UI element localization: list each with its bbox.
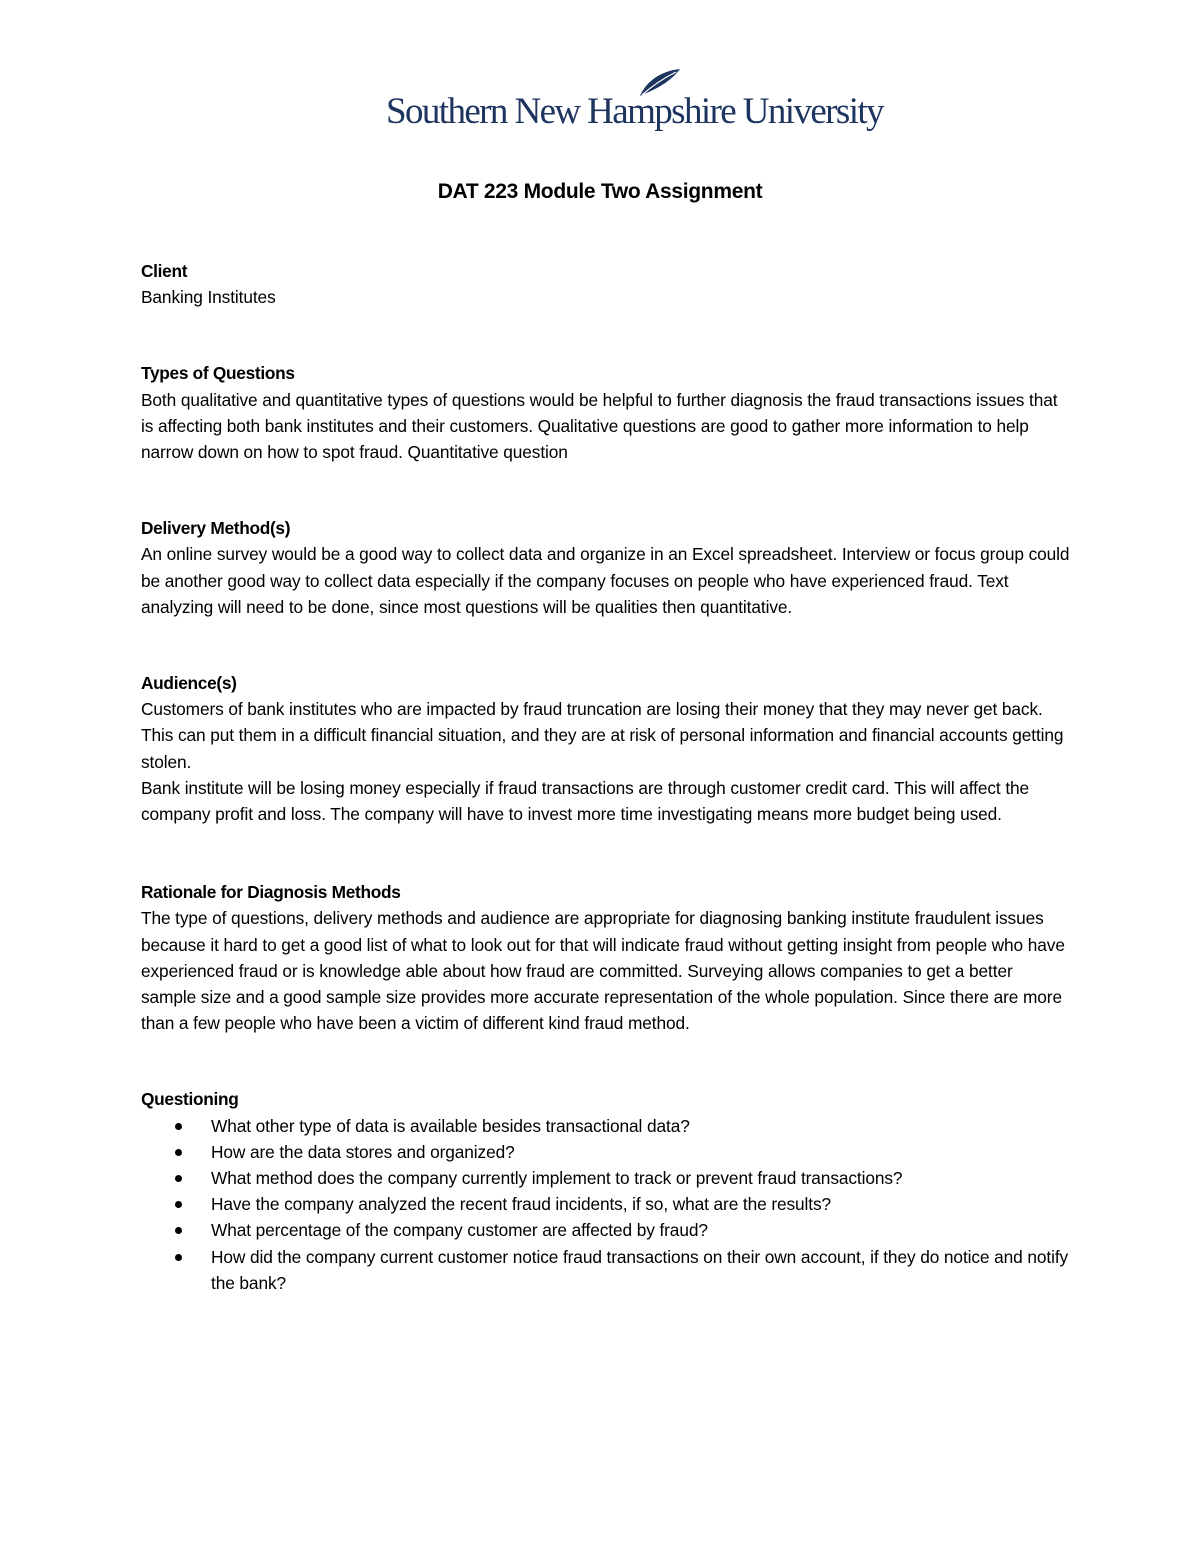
bullet-icon (175, 1227, 182, 1234)
list-item (141, 1244, 1071, 1296)
section-audiences (141, 670, 1071, 827)
section-heading: Questioning (141, 1089, 239, 1110)
bullet-icon (175, 1254, 182, 1261)
list-item (141, 1217, 1071, 1243)
section-delivery-methods (141, 515, 1071, 620)
question-list (141, 1113, 1071, 1296)
section-text: The type of questions, delivery methods and audience are appropriate for diagnosing banking institute fraudulent issues because it hard to get a good list of what to look out for that will indicate fraud without getting insight from people who have experienced fraud or is knowledge able about how fraud are committed. Surveying allows companies to get a better sample size and a good sample size provides more accurate representation of the whole population. Since there are more than a few people who have been a victim of different kind fraud method. (141, 908, 1065, 1034)
section-rationale (141, 879, 1071, 1036)
document-body (141, 258, 1071, 1296)
university-logo (386, 68, 883, 138)
section-heading: Client (141, 261, 188, 281)
section-heading: Types of Questions (141, 363, 295, 384)
bullet-icon (175, 1201, 182, 1208)
section-heading: Delivery Method(s) (141, 518, 291, 539)
document-title: DAT 223 Module Two Assignment (437, 180, 763, 203)
bullet-icon (175, 1123, 182, 1130)
bullet-icon (175, 1149, 182, 1156)
section-questioning (141, 1086, 1071, 1296)
bullet-icon (175, 1175, 182, 1182)
section-text: Bank institute will be losing money especially if fraud transactions are through customer credit card. This will affect the company profit and loss. The company will have to invest more time investigating means more budget being used. (141, 777, 1030, 825)
list-item-text: Have the company analyzed the recent fraud incidents, if so, what are the results? (211, 1194, 832, 1215)
list-item (141, 1191, 1071, 1217)
list-item-text: How are the data stores and organized? (211, 1141, 515, 1162)
section-text: Customers of bank institutes who are impacted by fraud truncation are losing their money that they may never get back. This can put them in a difficult financial situation, and they are at risk of personal information and financial accounts getting stolen. (141, 699, 1064, 772)
section-heading: Audience(s) (141, 673, 237, 694)
list-item-text: What percentage of the company customer are affected by fraud? (211, 1220, 708, 1241)
section-text: Both qualitative and quantitative types of questions would be helpful to further diagnosis the fraud transactions issues that is affecting both bank institutes and their customers. Qualitative questions are good to gather more information to help narrow down on how to spot fraud. Quantitative question (141, 389, 1058, 463)
list-item (141, 1139, 1071, 1165)
list-item-text: What method does the company currently implement to track or prevent fraud transactions? (211, 1168, 903, 1189)
section-text: An online survey would be a good way to collect data and organize in an Excel spreadsheet. Interview or focus group could be another good way to collect data especially if the company focuses on people who have experienced fraud. Text analyzing will need to be done, since most questions will be qualities then quantitative. (141, 544, 1070, 617)
section-types-of-questions (141, 360, 1071, 465)
section-text: Banking Institutes (141, 287, 276, 308)
list-item-text: How did the company current customer notice fraud transactions on their own account, if they do notice and notify the bank? (211, 1246, 1069, 1293)
list-item (141, 1165, 1071, 1191)
list-item (141, 1113, 1071, 1139)
section-client (141, 258, 1071, 310)
section-heading: Rationale for Diagnosis Methods (141, 882, 401, 903)
logo-text: Southern New Hampshire University (386, 91, 883, 132)
list-item-text: What other type of data is available besides transactional data? (211, 1115, 690, 1136)
